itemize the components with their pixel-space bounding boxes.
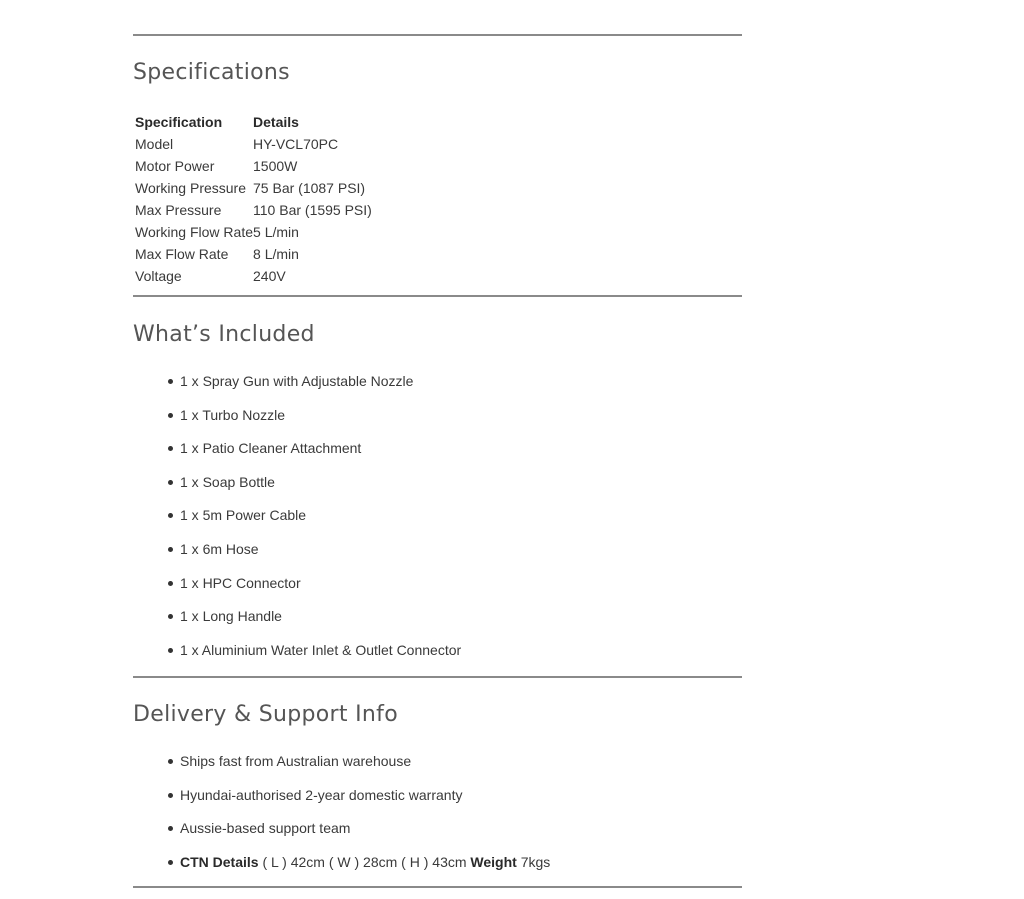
- list-item: 1 x HPC Connector: [133, 574, 461, 608]
- table-row: [135, 221, 453, 243]
- list-item: 1 x Long Handle: [133, 607, 461, 641]
- table-row: [135, 133, 453, 155]
- divider: [133, 886, 742, 888]
- table-row: [135, 243, 453, 265]
- list-item: Hyundai-authorised 2-year domestic warranty: [133, 786, 550, 820]
- spec-value: 8 L/min: [253, 246, 299, 262]
- weight-value: 7kgs: [516, 853, 551, 870]
- ctn-details-label: CTN Details: [180, 853, 259, 870]
- spec-label: Motor Power: [135, 158, 215, 174]
- ctn-dimensions: ( L ) 42cm ( W ) 28cm ( H ) 43cm: [258, 853, 471, 870]
- spec-label: Max Flow Rate: [135, 246, 229, 262]
- whats-included-heading: What’s Included: [133, 322, 315, 347]
- table-row: [135, 199, 453, 221]
- delivery-list: [133, 752, 550, 886]
- divider: [133, 676, 742, 678]
- spec-label: Max Pressure: [135, 202, 222, 218]
- spec-label: Working Pressure: [135, 180, 247, 196]
- spec-value: 1500W: [253, 158, 298, 174]
- divider: [133, 295, 742, 297]
- list-item: Aussie-based support team: [133, 819, 550, 853]
- list-item: 1 x Patio Cleaner Attachment: [133, 439, 461, 473]
- spec-value: 240V: [253, 268, 286, 284]
- table-header-details: Details: [253, 114, 299, 130]
- table-header-row: [135, 111, 453, 133]
- ctn-details-item: [133, 853, 550, 887]
- list-item: 1 x 5m Power Cable: [133, 506, 461, 540]
- list-item: Ships fast from Australian warehouse: [133, 752, 550, 786]
- spec-value: 75 Bar (1087 PSI): [253, 180, 366, 196]
- table-row: [135, 177, 453, 199]
- table-row: [135, 265, 453, 287]
- divider: [133, 34, 742, 36]
- spec-value: 5 L/min: [253, 224, 299, 240]
- spec-label: Working Flow Rate: [135, 224, 254, 240]
- spec-label: Model: [135, 136, 174, 152]
- table-row: [135, 155, 453, 177]
- list-item: 1 x Spray Gun with Adjustable Nozzle: [133, 372, 461, 406]
- list-item: 1 x 6m Hose: [133, 540, 461, 574]
- spec-value: 110 Bar (1595 PSI): [253, 202, 372, 218]
- list-item: 1 x Turbo Nozzle: [133, 406, 461, 440]
- specifications-heading: Specifications: [133, 60, 290, 85]
- weight-label: Weight: [470, 853, 517, 870]
- list-item: 1 x Aluminium Water Inlet & Outlet Connector: [133, 641, 461, 675]
- delivery-support-heading: Delivery & Support Info: [133, 702, 398, 727]
- list-item: 1 x Soap Bottle: [133, 473, 461, 507]
- spec-value: HY-VCL70PC: [253, 136, 339, 152]
- spec-label: Voltage: [135, 268, 182, 284]
- specifications-table: [135, 111, 453, 287]
- table-header-specification: Specification: [135, 114, 223, 130]
- included-list: [133, 372, 461, 674]
